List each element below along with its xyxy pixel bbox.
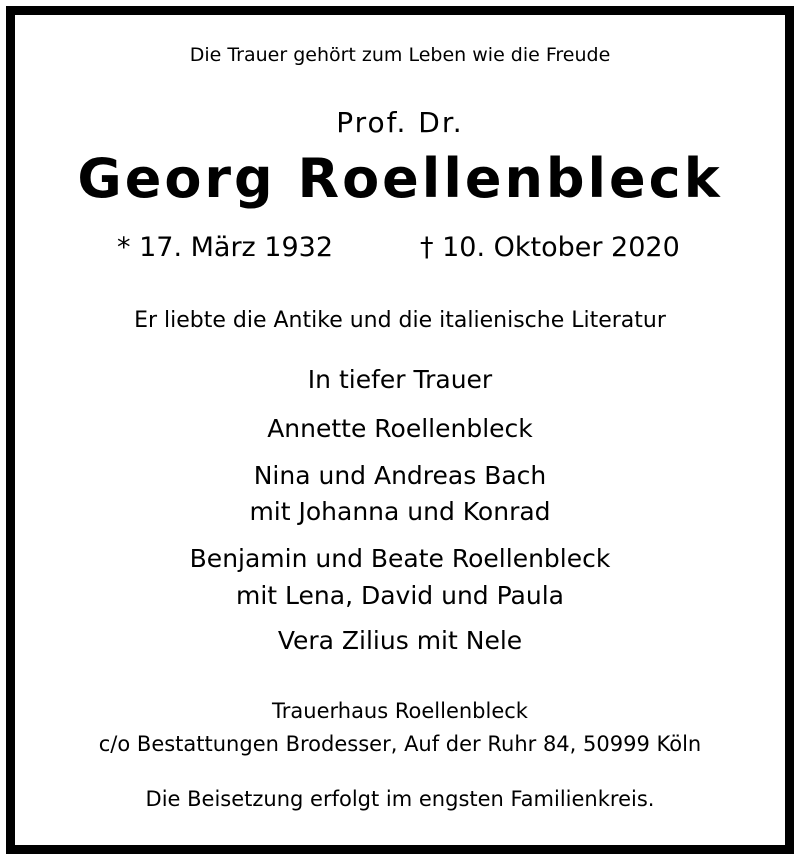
- address-name: Trauerhaus Roellenbleck: [272, 699, 528, 723]
- birth-date: * 17. März 1932: [117, 232, 334, 263]
- family-member: Annette Roellenbleck: [267, 414, 533, 443]
- family-member: Vera Zilius mit Nele: [277, 626, 523, 655]
- death-date: † 10. Oktober 2020: [420, 232, 680, 263]
- family-member-children: mit Lena, David und Paula: [236, 581, 564, 610]
- family-member: Nina und Andreas Bach: [253, 461, 547, 490]
- deceased-name: Georg Roellenbleck: [77, 147, 723, 210]
- family-member: Benjamin und Beate Roellenbleck: [189, 544, 611, 573]
- burial-note: Die Beisetzung erfolgt im engsten Familienkreis.: [145, 787, 655, 811]
- tribute-text: Er liebte die Antike und die italienische Literatur: [134, 308, 666, 333]
- mourning-line: In tiefer Trauer: [307, 365, 493, 394]
- academic-title: Prof. Dr.: [336, 106, 464, 139]
- address-line: c/o Bestattungen Brodesser, Auf der Ruhr 84, 50999 Köln: [98, 732, 702, 756]
- motto-text: Die Trauer gehört zum Leben wie die Freude: [189, 44, 611, 66]
- family-member-children: mit Johanna und Konrad: [249, 497, 551, 526]
